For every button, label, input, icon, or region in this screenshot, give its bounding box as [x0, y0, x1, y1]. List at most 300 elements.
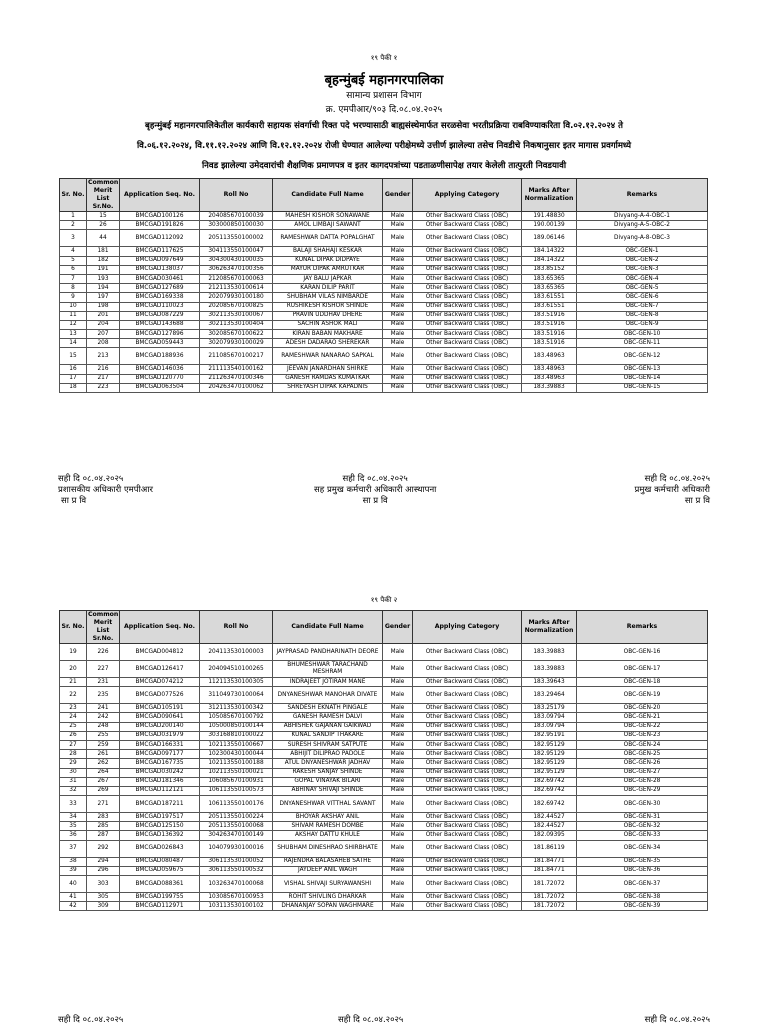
applying-category-cell: Other Backward Class (OBC) [413, 777, 522, 786]
applying-category-cell: Other Backward Class (OBC) [413, 822, 522, 831]
sr-no-cell: 20 [60, 661, 87, 678]
remarks-cell: OBC-GEN-26 [577, 759, 708, 768]
marks-cell: 183.09794 [522, 713, 577, 722]
roll-no-cell: 312113530100342 [200, 704, 273, 713]
candidate-name-cell: RAMESHWAR DATTA POPALGHAT [273, 230, 383, 247]
signature-date: सही दि ०८.०४.२०२५ [644, 474, 710, 484]
gender-cell: Male [383, 374, 413, 383]
application-seq-cell: BMCGAD059443 [120, 339, 200, 348]
gender-cell: Male [383, 230, 413, 247]
merit-sr-no-cell: 216 [87, 365, 120, 374]
table-row [60, 750, 708, 759]
marks-cell: 181.72072 [522, 893, 577, 902]
merit-sr-no-cell: 213 [87, 348, 120, 365]
marks-cell: 183.51916 [522, 320, 577, 329]
gender-cell: Male [383, 704, 413, 713]
merit-sr-no-cell: 207 [87, 330, 120, 339]
marks-header: Marks After Normalization [522, 179, 577, 212]
remarks-cell: OBC-GEN-36 [577, 866, 708, 875]
notice-line-2: वि.०६.१२.२०२४, वि.११.१२.२०२४ आणि वि.१२.१२.२०२४ रोजी घेण्यात आलेल्या परीक्षेमध्ये उत्तीर्ण झालेल्या तसेच निवडीचे निकषानुसार इतर मागास प्रवर्गामध्ये [136, 141, 632, 151]
merit-sr-no-cell: 283 [87, 813, 120, 822]
candidate-name-cell: SHIVAM RAMESH DOMBE [273, 822, 383, 831]
table-row [60, 330, 708, 339]
remarks-cell: OBC-GEN-24 [577, 740, 708, 749]
signature-dept: सा प्र वि [61, 496, 87, 506]
remarks-cell: OBC-GEN-5 [577, 284, 708, 293]
sr-no-cell: 9 [60, 293, 87, 302]
remarks-cell: OBC-GEN-9 [577, 320, 708, 329]
merit-sr-no-cell: 193 [87, 274, 120, 283]
remarks-cell: OBC-GEN-15 [577, 383, 708, 392]
candidate-name-cell: RAJENDRA BALASAHEB SATHE [273, 857, 383, 866]
sr-no-cell: 4 [60, 247, 87, 256]
roll-no-cell: 103085670100953 [200, 893, 273, 902]
roll-no-cell: 302113530100404 [200, 320, 273, 329]
department-name: सामान्य प्रशासन विभाग [346, 91, 422, 101]
table-row [60, 840, 708, 857]
application-seq-cell: BMCGAD136392 [120, 831, 200, 840]
notice-paragraph [50, 116, 718, 176]
reference-number: क्र. एमपीआर/९०३ दि.०८.०४.२०२५ [325, 105, 443, 115]
marks-cell: 183.48963 [522, 348, 577, 365]
applying-category-cell: Other Backward Class (OBC) [413, 311, 522, 320]
applying-category-cell: Other Backward Class (OBC) [413, 212, 522, 221]
applying-category-cell: Other Backward Class (OBC) [413, 893, 522, 902]
gender-cell: Male [383, 383, 413, 392]
application-seq-cell: BMCGAD100126 [120, 212, 200, 221]
remarks-cell: OBC-GEN-22 [577, 722, 708, 731]
remarks-cell: OBC-GEN-31 [577, 813, 708, 822]
marks-cell: 184.14322 [522, 247, 577, 256]
applying-category-cell: Other Backward Class (OBC) [413, 876, 522, 893]
roll-no-cell: 105000850100144 [200, 722, 273, 731]
remarks-cell: OBC-GEN-19 [577, 687, 708, 704]
applying-category-cell: Other Backward Class (OBC) [413, 796, 522, 813]
remarks-cell: OBC-GEN-21 [577, 713, 708, 722]
signature-dept: सा प्र वि [362, 496, 388, 506]
candidate-name-cell: RAKESH SANJAY SHINDE [273, 768, 383, 777]
gender-cell: Male [383, 857, 413, 866]
remarks-cell: OBC-GEN-14 [577, 374, 708, 383]
remarks-cell: OBC-GEN-29 [577, 786, 708, 795]
roll-no-cell: 106085670100931 [200, 777, 273, 786]
table-row [60, 678, 708, 687]
sr-no-cell: 29 [60, 759, 87, 768]
signature-date-middle-2: सही दि ०८.०४.२०२५ [338, 1015, 404, 1025]
application-seq-cell: BMCGAD105191 [120, 704, 200, 713]
remarks-cell: OBC-GEN-4 [577, 274, 708, 283]
remarks-cell: Divyang-A-8-OBC-3 [577, 230, 708, 247]
remarks-cell: OBC-GEN-39 [577, 902, 708, 911]
application-seq-cell: BMCGAD199755 [120, 893, 200, 902]
merit-table-2 [59, 610, 708, 911]
candidate-name-cell: ABHINAY SHIVAJI SHINDE [273, 786, 383, 795]
applying-category-cell: Other Backward Class (OBC) [413, 768, 522, 777]
candidate-name-cell: SHUBHAM DINESHRAO SHIRBHATE [273, 840, 383, 857]
application-seq-cell: BMCGAD074212 [120, 678, 200, 687]
table-row [60, 230, 708, 247]
roll-no-cell: 302113530100067 [200, 311, 273, 320]
roll-no-cell: 304300430100035 [200, 256, 273, 265]
application-seq-cell: BMCGAD026843 [120, 840, 200, 857]
application-seq-cell: BMCGAD143688 [120, 320, 200, 329]
candidate-name-cell: KARAN DILIP PARIT [273, 284, 383, 293]
marks-cell: 183.51916 [522, 339, 577, 348]
sr-no-cell: 1 [60, 212, 87, 221]
merit-sr-no-cell: 309 [87, 902, 120, 911]
merit-sr-no-cell: 217 [87, 374, 120, 383]
table-row [60, 265, 708, 274]
roll-no-cell: 104079930100016 [200, 840, 273, 857]
remarks-cell: OBC-GEN-33 [577, 831, 708, 840]
remarks-header: Remarks [577, 611, 708, 644]
remarks-cell: OBC-GEN-13 [577, 365, 708, 374]
merit-list-header: Common Merit List Sr.No. [88, 611, 119, 642]
merit-sr-no-cell: 271 [87, 796, 120, 813]
remarks-cell: OBC-GEN-32 [577, 822, 708, 831]
sr-no-cell: 34 [60, 813, 87, 822]
applying-category-header: Applying Category [413, 179, 522, 212]
applying-category-cell: Other Backward Class (OBC) [413, 644, 522, 661]
sr-no-cell: 16 [60, 365, 87, 374]
marks-cell: 183.65365 [522, 274, 577, 283]
table-row [60, 365, 708, 374]
gender-cell: Male [383, 678, 413, 687]
roll-no-cell: 304263470100149 [200, 831, 273, 840]
marks-cell: 181.72072 [522, 902, 577, 911]
remarks-cell: OBC-GEN-12 [577, 348, 708, 365]
merit-sr-no-cell: 44 [87, 230, 120, 247]
remarks-cell: OBC-GEN-25 [577, 750, 708, 759]
sr-no-cell: 6 [60, 265, 87, 274]
remarks-cell: OBC-GEN-20 [577, 704, 708, 713]
gender-cell: Male [383, 866, 413, 875]
roll-no-cell: 211113540100162 [200, 365, 273, 374]
roll-no-cell: 311049730100064 [200, 687, 273, 704]
candidate-name-cell: JEEVAN JANARDHAN SHIRKE [273, 365, 383, 374]
roll-no-cell: 303168810100022 [200, 731, 273, 740]
gender-cell: Male [383, 265, 413, 274]
marks-cell: 183.85152 [522, 265, 577, 274]
gender-cell: Male [383, 256, 413, 265]
gender-cell: Male [383, 876, 413, 893]
candidate-name-cell: MAYUR DIPAK AMRUTKAR [273, 265, 383, 274]
table-row [60, 813, 708, 822]
remarks-cell: OBC-GEN-3 [577, 265, 708, 274]
merit-sr-no-cell: 285 [87, 822, 120, 831]
application-seq-cell: BMCGAD063504 [120, 383, 200, 392]
candidate-name-cell: ATUL DNYANESHWAR JADHAV [273, 759, 383, 768]
sr-no-header: Sr. No. [60, 179, 87, 212]
remarks-cell: OBC-GEN-35 [577, 857, 708, 866]
gender-cell: Male [383, 293, 413, 302]
table-row [60, 284, 708, 293]
marks-cell: 191.48830 [522, 212, 577, 221]
roll-no-header: Roll No [200, 179, 273, 212]
table-row [60, 247, 708, 256]
sr-no-cell: 33 [60, 796, 87, 813]
gender-cell: Male [383, 722, 413, 731]
merit-sr-no-cell: 267 [87, 777, 120, 786]
remarks-cell: OBC-GEN-1 [577, 247, 708, 256]
table-row [60, 704, 708, 713]
table-row [60, 893, 708, 902]
application-seq-cell: BMCGAD200140 [120, 722, 200, 731]
candidate-name-cell: BHOYAR AKSHAY ANIL [273, 813, 383, 822]
applying-category-cell: Other Backward Class (OBC) [413, 857, 522, 866]
candidate-name-cell: SANDESH EKNATH PINGALE [273, 704, 383, 713]
roll-no-cell: 306113550100532 [200, 866, 273, 875]
applying-category-cell: Other Backward Class (OBC) [413, 713, 522, 722]
sr-no-cell: 24 [60, 713, 87, 722]
sr-no-cell: 13 [60, 330, 87, 339]
candidate-name-cell: VISHAL SHIVAJI SURYAWANSHI [273, 876, 383, 893]
marks-cell: 183.29464 [522, 687, 577, 704]
merit-list-header: Common Merit List Sr.No. [88, 179, 119, 210]
application-seq-cell: BMCGAD097649 [120, 256, 200, 265]
gender-cell: Male [383, 644, 413, 661]
applying-category-cell: Other Backward Class (OBC) [413, 687, 522, 704]
sr-no-cell: 40 [60, 876, 87, 893]
candidate-name-cell: INDRAJEET JOTIRAM MANE [273, 678, 383, 687]
application-seq-cell: BMCGAD167735 [120, 759, 200, 768]
marks-cell: 182.95129 [522, 759, 577, 768]
table-row [60, 221, 708, 230]
applying-category-cell: Other Backward Class (OBC) [413, 866, 522, 875]
signature-date-right-2: सही दि ०८.०४.२०२५ [644, 1015, 710, 1025]
applying-category-cell: Other Backward Class (OBC) [413, 813, 522, 822]
gender-cell: Male [383, 212, 413, 221]
sr-no-cell: 21 [60, 678, 87, 687]
candidate-name-cell: BHUMESHWAR TARACHAND MESHRAM [273, 661, 383, 678]
roll-no-cell: 202079930100180 [200, 293, 273, 302]
application-seq-cell: BMCGAD088361 [120, 876, 200, 893]
merit-sr-no-cell: 287 [87, 831, 120, 840]
roll-no-cell: 303000850100030 [200, 221, 273, 230]
marks-cell: 183.51916 [522, 311, 577, 320]
applying-category-cell: Other Backward Class (OBC) [413, 750, 522, 759]
page-label-2: १९ पैकी २ [370, 596, 398, 604]
application-seq-cell: BMCGAD126417 [120, 661, 200, 678]
table-row [60, 311, 708, 320]
signature-block-middle [314, 474, 436, 507]
table-row [60, 876, 708, 893]
candidate-name-cell: AKSHAY DATTU KHULE [273, 831, 383, 840]
applying-category-cell: Other Backward Class (OBC) [413, 265, 522, 274]
sr-no-cell: 26 [60, 731, 87, 740]
application-seq-cell: BMCGAD125150 [120, 822, 200, 831]
applying-category-cell: Other Backward Class (OBC) [413, 293, 522, 302]
candidate-name-header: Candidate Full Name [273, 611, 383, 644]
merit-sr-no-cell: 223 [87, 383, 120, 392]
merit-sr-no-cell: 248 [87, 722, 120, 731]
gender-cell: Male [383, 348, 413, 365]
signature-block-left [58, 474, 153, 507]
sr-no-cell: 10 [60, 302, 87, 311]
roll-no-cell: 105085670100792 [200, 713, 273, 722]
roll-no-cell: 306263470100356 [200, 265, 273, 274]
application-seq-cell: BMCGAD030242 [120, 768, 200, 777]
table-header-row [60, 179, 708, 212]
gender-cell: Male [383, 822, 413, 831]
roll-no-cell: 204094510100265 [200, 661, 273, 678]
applying-category-cell: Other Backward Class (OBC) [413, 374, 522, 383]
marks-cell: 190.00139 [522, 221, 577, 230]
merit-sr-no-cell: 204 [87, 320, 120, 329]
table-row [60, 348, 708, 365]
table-row [60, 786, 708, 795]
application-seq-cell: BMCGAD112121 [120, 786, 200, 795]
applying-category-cell: Other Backward Class (OBC) [413, 230, 522, 247]
candidate-name-cell: DHANANJAY SOPAN WAGHMARE [273, 902, 383, 911]
gender-cell: Male [383, 302, 413, 311]
merit-sr-no-cell: 241 [87, 704, 120, 713]
application-seq-cell: BMCGAD112092 [120, 230, 200, 247]
signature-date: सही दि ०८.०४.२०२५ [342, 474, 408, 484]
sr-no-cell: 37 [60, 840, 87, 857]
marks-cell: 184.14322 [522, 256, 577, 265]
remarks-cell: OBC-GEN-11 [577, 339, 708, 348]
remarks-cell: OBC-GEN-10 [577, 330, 708, 339]
gender-cell: Male [383, 840, 413, 857]
merit-sr-no-cell: 242 [87, 713, 120, 722]
merit-sr-no-cell: 231 [87, 678, 120, 687]
marks-cell: 183.39643 [522, 678, 577, 687]
applying-category-cell: Other Backward Class (OBC) [413, 274, 522, 283]
merit-sr-no-cell: 294 [87, 857, 120, 866]
gender-cell: Male [383, 731, 413, 740]
gender-header: Gender [383, 179, 413, 212]
signature-role: सह प्रमुख कर्मचारी अधिकारी आस्थापना [314, 485, 437, 495]
merit-sr-no-cell: 201 [87, 311, 120, 320]
merit-sr-no-cell: 255 [87, 731, 120, 740]
roll-no-cell: 102300430100044 [200, 750, 273, 759]
candidate-name-cell: AMOL LIMBAJI SAWANT [273, 221, 383, 230]
marks-cell: 182.95129 [522, 740, 577, 749]
signature-date-left-2: सही दि ०८.०४.२०२५ [58, 1015, 124, 1025]
roll-no-cell: 212113530100614 [200, 284, 273, 293]
merit-sr-no-cell: 182 [87, 256, 120, 265]
marks-cell: 182.95191 [522, 731, 577, 740]
candidate-name-cell: RUSHIKESH KISHOR SHINDE [273, 302, 383, 311]
gender-cell: Male [383, 311, 413, 320]
gender-cell: Male [383, 339, 413, 348]
remarks-cell: OBC-GEN-23 [577, 731, 708, 740]
table-row [60, 768, 708, 777]
table-row [60, 857, 708, 866]
roll-no-cell: 306113530100052 [200, 857, 273, 866]
application-seq-cell: BMCGAD059675 [120, 866, 200, 875]
remarks-cell: Divyang-A-5-OBC-2 [577, 221, 708, 230]
remarks-cell: OBC-GEN-37 [577, 876, 708, 893]
sr-no-cell: 35 [60, 822, 87, 831]
merit-sr-no-cell: 264 [87, 768, 120, 777]
application-seq-cell: BMCGAD090641 [120, 713, 200, 722]
marks-cell: 183.48963 [522, 365, 577, 374]
application-seq-cell: BMCGAD110023 [120, 302, 200, 311]
roll-no-cell: 106113550100573 [200, 786, 273, 795]
marks-cell: 181.84771 [522, 866, 577, 875]
applying-category-cell: Other Backward Class (OBC) [413, 661, 522, 678]
marks-cell: 183.25179 [522, 704, 577, 713]
table-row [60, 339, 708, 348]
candidate-name-header: Candidate Full Name [273, 179, 383, 212]
applying-category-cell: Other Backward Class (OBC) [413, 740, 522, 749]
candidate-name-cell: BALAJI SHAHAJI KESKAR [273, 247, 383, 256]
gender-cell: Male [383, 902, 413, 911]
marks-cell: 182.09395 [522, 831, 577, 840]
table-row [60, 822, 708, 831]
applying-category-cell: Other Backward Class (OBC) [413, 383, 522, 392]
applying-category-cell: Other Backward Class (OBC) [413, 284, 522, 293]
marks-cell: 183.39883 [522, 661, 577, 678]
sr-no-cell: 32 [60, 786, 87, 795]
application-seq-cell: BMCGAD166331 [120, 740, 200, 749]
gender-cell: Male [383, 284, 413, 293]
gender-cell: Male [383, 893, 413, 902]
remarks-cell: OBC-GEN-2 [577, 256, 708, 265]
candidate-name-cell: KUNAL SANDIP THAKARE [273, 731, 383, 740]
candidate-name-cell: JAYDEEP ANIL WAGH [273, 866, 383, 875]
applying-category-cell: Other Backward Class (OBC) [413, 678, 522, 687]
sr-no-cell: 28 [60, 750, 87, 759]
application-seq-cell: BMCGAD197517 [120, 813, 200, 822]
sr-no-cell: 38 [60, 857, 87, 866]
sr-no-cell: 7 [60, 274, 87, 283]
table-row [60, 293, 708, 302]
application-seq-cell: BMCGAD127896 [120, 330, 200, 339]
page-label: १९ पैकी १ [370, 54, 398, 62]
candidate-name-cell: ADESH DADARAO SHEREKAR [273, 339, 383, 348]
merit-sr-no-cell: 226 [87, 644, 120, 661]
roll-no-cell: 211085670100217 [200, 348, 273, 365]
applying-category-cell: Other Backward Class (OBC) [413, 731, 522, 740]
applying-category-cell: Other Backward Class (OBC) [413, 786, 522, 795]
table-row [60, 661, 708, 678]
table-row [60, 902, 708, 911]
gender-cell: Male [383, 320, 413, 329]
applying-category-cell: Other Backward Class (OBC) [413, 831, 522, 840]
gender-cell: Male [383, 759, 413, 768]
merit-sr-no-cell: 15 [87, 212, 120, 221]
application-seq-cell: BMCGAD120770 [120, 374, 200, 383]
marks-cell: 181.84771 [522, 857, 577, 866]
sr-no-cell: 17 [60, 374, 87, 383]
table-row [60, 731, 708, 740]
signature-role: प्रशासकीय अधिकारी एमपीआर [58, 485, 153, 495]
signature-block-right [635, 474, 711, 507]
candidate-name-cell: SURESH SHIVRAM SATPUTE [273, 740, 383, 749]
merit-sr-no-cell: 292 [87, 840, 120, 857]
table-row [60, 274, 708, 283]
table-row [60, 256, 708, 265]
candidate-name-cell: JAYPRASAD PANDHARINATH DEORE [273, 644, 383, 661]
sr-no-cell: 15 [60, 348, 87, 365]
applying-category-cell: Other Backward Class (OBC) [413, 320, 522, 329]
gender-cell: Male [383, 777, 413, 786]
gender-cell: Male [383, 813, 413, 822]
sr-no-cell: 27 [60, 740, 87, 749]
table-row [60, 722, 708, 731]
merit-sr-no-cell: 197 [87, 293, 120, 302]
table-row [60, 759, 708, 768]
roll-no-cell: 102113550100188 [200, 759, 273, 768]
remarks-cell: OBC-GEN-38 [577, 893, 708, 902]
marks-cell: 181.86119 [522, 840, 577, 857]
remarks-cell: Divyang-A-4-OBC-1 [577, 212, 708, 221]
sr-no-cell: 23 [60, 704, 87, 713]
sr-no-cell: 22 [60, 687, 87, 704]
